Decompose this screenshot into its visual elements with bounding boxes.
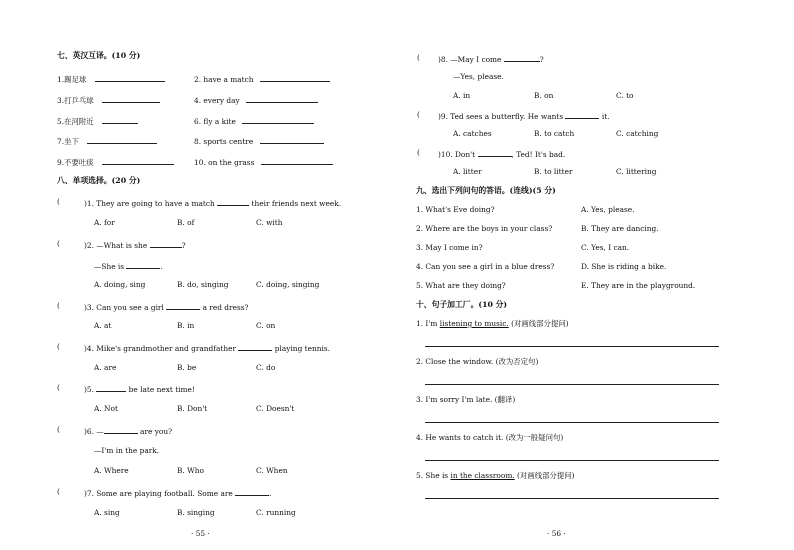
q9-stem: )9. Ted sees a butterfly. He wants it. [438,112,610,121]
q2-opt-c: C. doing, singing [256,280,320,289]
sec7-item-8: 8. sports centre [194,136,324,145]
q6-opt-a: A. Where [94,466,129,475]
q4-paren: ( [57,342,60,351]
sec7-item-2: 2. have a match [194,74,330,83]
sec10-answer-line-2[interactable] [425,384,719,385]
q8-opt-c: C. to [616,91,634,100]
q5-paren: ( [57,383,60,392]
q5-stem: )5. be late next time! [84,385,195,394]
sec10-answer-line-3[interactable] [425,422,719,423]
q8-opt-a: A. in [453,91,471,100]
q6-paren: ( [57,425,60,434]
q9-paren: ( [417,110,420,119]
sec7-item-3: 3.打乒乓球 [57,95,160,104]
q9-opt-b: B. to catch [534,129,575,138]
sec9-answer-c: C. Yes, I can. [581,243,630,252]
q9-opt-a: A. catches [453,129,492,138]
q2-paren: ( [57,239,60,248]
sec7-item-5: 5.在河附近 [57,116,138,125]
q1-paren: ( [57,197,60,206]
right-page [397,0,794,550]
q7-opt-c: C. running [256,508,296,517]
page-number-left: · 55 · [191,529,210,538]
sec10-answer-line-4[interactable] [425,460,719,461]
q10-stem: )10. Don't , Ted! It's bad. [438,150,566,159]
q5-opt-b: B. Don't [177,404,208,413]
q1-opt-a: A. for [94,218,115,227]
sec10-sentence-4: 4. He wants to catch it. (改为一般疑问句) [416,433,564,442]
sec7-item-4: 4. every day [194,95,318,104]
q10-opt-a: A. litter [453,167,482,176]
section-7-title: 七、英汉互译。(10 分) [57,51,141,60]
sec9-question-1: 1. What's Eve doing? [416,205,495,214]
sec9-answer-a: A. Yes, please. [581,205,635,214]
q6-stem: )6. — are you? [84,427,173,436]
sec10-sentence-3: 3. I'm sorry I'm late. (翻译) [416,395,516,404]
section-10-title: 十、句子加工厂。(10 分) [416,300,508,309]
q10-opt-b: B. to litter [534,167,573,176]
q1-opt-c: C. with [256,218,283,227]
sec9-question-2: 2. Where are the boys in your class? [416,224,553,233]
q7-opt-a: A. sing [94,508,120,517]
sec10-sentence-2: 2. Close the window. (改为否定句) [416,357,539,366]
q1-opt-b: B. of [177,218,195,227]
section-9-title: 九、选出下列问句的答语。(连线)(5 分) [416,186,556,195]
q4-stem: )4. Mike's grandmother and grandfather playing tennis. [84,344,331,353]
sec10-answer-line-1[interactable] [425,346,719,347]
q9-opt-c: C. catching [616,129,659,138]
q4-opt-b: B. be [177,363,197,372]
sec9-question-3: 3. May I come in? [416,243,483,252]
q2-opt-b: B. do, singing [177,280,229,289]
q4-opt-c: C. do [256,363,276,372]
q10-opt-c: C. littering [616,167,657,176]
sec7-item-10: 10. on the grass [194,157,333,166]
section-8-title: 八、单项选择。(20 分) [57,176,141,185]
q6-opt-b: B. Who [177,466,204,475]
sec10-sentence-5: 5. She is in the classroom. (对画线部分提问) [416,471,575,480]
sec9-answer-b: B. They are dancing. [581,224,659,233]
q8-answer-line: —Yes, please. [453,72,504,81]
q2-opt-a: A. doing, sing [94,280,146,289]
q8-opt-b: B. on [534,91,554,100]
q1-stem: )1. They are going to have a match their friends next week. [84,199,342,208]
page-number-right: · 56 · [547,529,566,538]
q3-stem: )3. Can you see a girl a red dress? [84,303,249,312]
q6-opt-c: C. When [256,466,288,475]
q4-opt-a: A. are [94,363,117,372]
sec10-answer-line-5[interactable] [425,498,719,499]
q7-paren: ( [57,487,60,496]
q7-stem: )7. Some are playing football. Some are . [84,489,272,498]
sec7-item-7: 7.坐下 [57,136,157,145]
q5-opt-c: C. Doesn't [256,404,295,413]
q5-opt-a: A. Not [94,404,118,413]
q7-opt-b: B. singing [177,508,215,517]
sec7-item-9: 9.不要吐痰 [57,157,174,166]
q3-opt-a: A. at [94,321,112,330]
sec9-answer-e: E. They are in the playground. [581,281,696,290]
sec9-question-4: 4. Can you see a girl in a blue dress? [416,262,555,271]
sec7-item-1: 1.踢足球 [57,74,165,83]
q2-stem: )2. —What is she ? [84,241,186,250]
q10-paren: ( [417,148,420,157]
q8-paren: ( [417,53,420,62]
q8-stem: )8. —May I come ? [438,55,544,64]
sec10-sentence-1: 1. I'm listening to music. (对画线部分提问) [416,319,569,328]
q3-opt-b: B. in [177,321,195,330]
sec9-question-5: 5. What are they doing? [416,281,506,290]
q2-answer-line: —She is . [94,262,163,271]
q3-opt-c: C. on [256,321,276,330]
sec7-item-6: 6. fly a kite [194,116,314,125]
q3-paren: ( [57,301,60,310]
q6-answer-line: —I'm in the park. [94,446,160,455]
sec9-answer-d: D. She is riding a bike. [581,262,667,271]
